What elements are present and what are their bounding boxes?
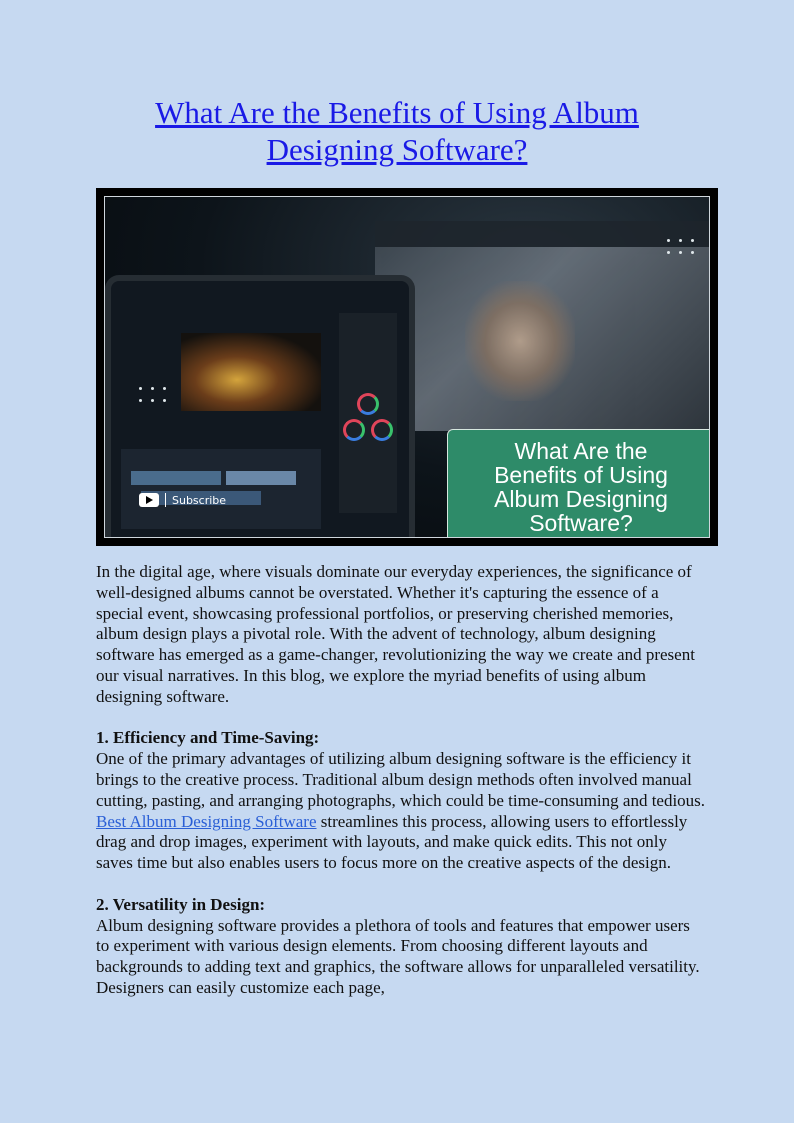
section-heading-versatility: 2. Versatility in Design: — [96, 894, 266, 914]
hero-photo — [104, 196, 710, 538]
hero-overlay-box — [447, 429, 710, 538]
intro-paragraph: In the digital age, where visuals dominate our everyday experiences, the significance of well-designed albums cannot be overstated. Whether it's capturing the essence of a special event, showcasing professional portfolios, or preserving cherished memories, album design plays a pivotal role. With the advent of technology, album designing software has emerged as a game-changer, revolutionizing the way we create and present our visual narratives. In this blog, we explore the myriad benefits of using album designing software. — [96, 562, 695, 706]
best-album-software-link[interactable]: Best Album Designing Software — [96, 811, 317, 831]
article-body — [96, 562, 706, 999]
section-heading-efficiency: 1. Efficiency and Time-Saving: — [96, 728, 320, 748]
video-preview — [181, 333, 321, 411]
page-title[interactable]: What Are the Benefits of Using Album Designing Software? — [155, 95, 639, 167]
decorative-dots — [139, 387, 166, 402]
timeline — [121, 449, 321, 529]
hero-overlay-text: What Are the Benefits of Using Album Designing Software? — [494, 438, 668, 536]
section-paragraph-versatility: Album designing software provides a plethora of tools and features that empower users to experiment with various design elements. From choosing different layouts and backgrounds to adding text and graphics, the software allows for unparalleled versatility. Designers can easily customize each page, — [96, 915, 700, 997]
decorative-dots — [667, 239, 694, 254]
hero-image — [96, 188, 718, 546]
subscribe-badge — [139, 493, 226, 507]
background-monitor — [375, 221, 710, 431]
subscribe-label: Subscribe — [172, 493, 227, 507]
color-wheel-icon — [371, 419, 393, 441]
color-wheel-icon — [357, 393, 379, 415]
play-icon — [139, 493, 159, 507]
section-paragraph-efficiency: One of the primary advantages of utilizing album designing software is the efficiency it brings to the creative process. Traditional album design methods often involved manual cutting, pasting, and arranging photographs, which could be time-consuming and tedious. Best Album Designing Software streamlines this process, allowing users to effortlessly drag and drop images, experiment with layouts, and make quick edits. This not only saves time but also enables users to focus more on the creative aspects of the design. — [96, 749, 706, 873]
color-wheel-icon — [343, 419, 365, 441]
